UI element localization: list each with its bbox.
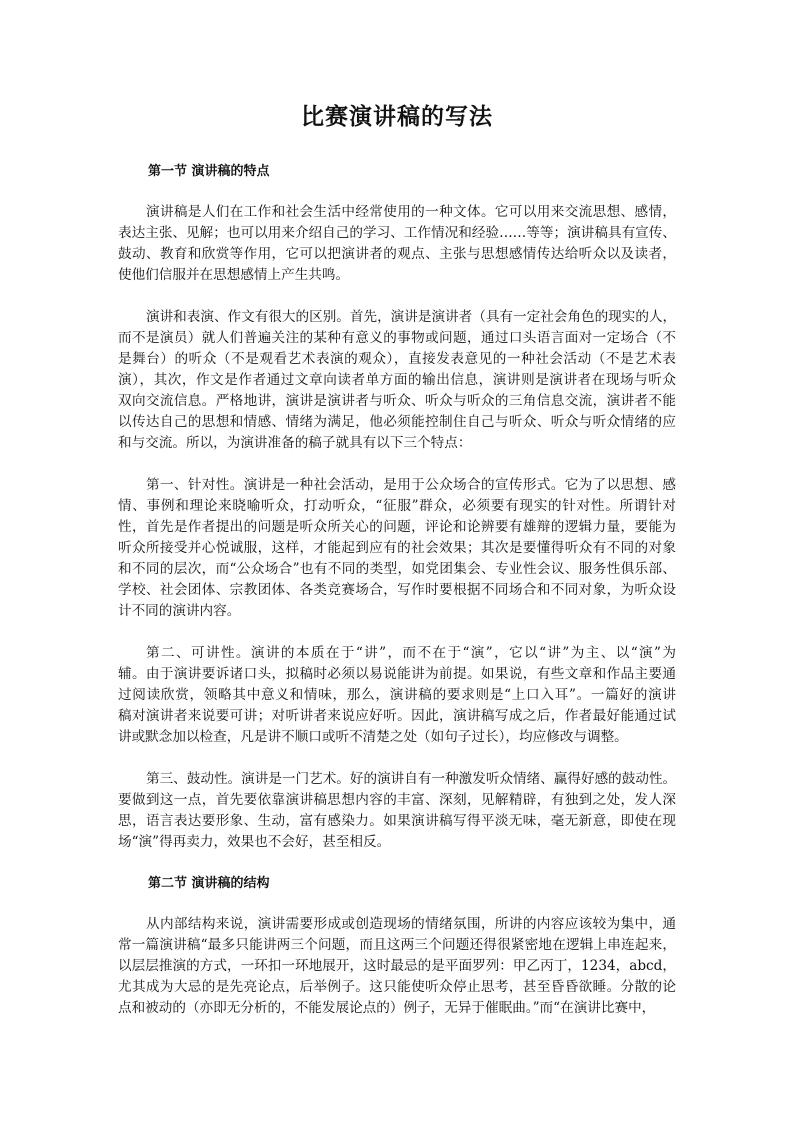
body-paragraph	[118, 475, 676, 622]
paragraph-line: 双向交流信息。严格地讲，演讲是演讲者与听众、听众与听众的三角信息交流，演讲者不能	[118, 393, 676, 409]
paragraph-line: 过阅读欣赏，领略其中意义和情味，那么，演讲稿的要求则是“上口入耳”。一篇好的演讲	[118, 687, 676, 703]
paragraph-line: 稿对演讲者来说要可讲；对听讲者来说应好听。因此，演讲稿写成之后，作者最好能通过试	[118, 708, 676, 724]
paragraph-line: 演讲和表演、作文有很大的区别。首先，演讲是演讲者（具有一定社会角色的现实的人，	[146, 309, 677, 325]
body-paragraph	[118, 914, 676, 1019]
paragraph-line: 和与交流。所以，为演讲准备的稿子就具有以下三个特点：	[118, 435, 472, 451]
paragraph-line: 讲或默念加以检查，凡是讲不顺口或听不清楚之处（如句子过长），均应修改与调整。	[118, 729, 628, 745]
section-heading: 第一节 演讲稿的特点	[148, 164, 270, 179]
paragraph-line: 要做到这一点，首先要依靠演讲稿思想内容的丰富、深刻，见解精辟，有独到之处，发人深	[118, 792, 676, 808]
paragraph-line: 听众所接受并心悦诚服，这样，才能起到应有的社会效果；其次是要懂得听众有不同的对象	[118, 540, 676, 556]
paragraph-line: 使他们信服并在思想感情上产生共鸣。	[118, 267, 350, 283]
paragraph-line: 第三、鼓动性。演讲是一门艺术。好的演讲自有一种激发听众情绪、赢得好感的鼓动性。	[146, 771, 677, 787]
paragraph-line: 表达主张、见解；也可以用来介绍自己的学习、工作情况和经验……等等；演讲稿具有宣传、	[118, 225, 676, 241]
document-body	[118, 161, 676, 1019]
paragraph-line: 计不同的演讲内容。	[118, 603, 241, 619]
paragraph-line: 演讲稿是人们在工作和社会生活中经常使用的一种文体。它可以用来交流思想、感情，	[146, 204, 676, 220]
paragraph-line: 性，首先是作者提出的问题是听众所关心的问题，评论和论辨要有雄辩的逻辑力量，要能为	[118, 519, 676, 535]
paragraph-line: 思，语言表达要形象、生动，富有感染力。如果演讲稿写得平淡无味，毫无新意，即使在现	[118, 813, 676, 829]
paragraph-line: 而不是演员）就人们普遍关注的某种有意义的事物或问题，通过口头语言面对一定场合（不	[118, 330, 676, 346]
paragraph-line: 情、事例和理论来晓喻听众，打动听众，“征服”群众，必须要有现实的针对性。所谓针对	[118, 498, 676, 514]
body-paragraph	[118, 643, 676, 748]
paragraph-line: 点和被动的（亦即无分析的，不能发展论点的）例子，无异于催眠曲。”而“在演讲比赛中，	[118, 1000, 656, 1016]
document-page	[118, 102, 676, 1019]
paragraph-line: 是舞台）的听众（不是观看艺术表演的观众），直接发表意见的一种社会活动（不是艺术表	[118, 351, 676, 367]
paragraph-line: 鼓动、教育和欣赏等作用，它可以把演讲者的观点、主张与思想感情传达给听众以及读者，	[118, 246, 676, 262]
paragraph-line: 第一、针对性。演讲是一种社会活动，是用于公众场合的宣传形式。它为了以思想、感	[146, 477, 676, 493]
document-title: 比赛演讲稿的写法	[301, 104, 493, 130]
paragraph-line: 常一篇演讲稿“最多只能讲两三个问题，而且这两三个问题还得很紧密地在逻辑上串连起来，	[118, 937, 676, 953]
paragraph-line: 辅。由于演讲要诉诸口头，拟稿时必须以易说能讲为前提。如果说，有些文章和作品主要通	[118, 666, 676, 682]
body-paragraph	[118, 307, 676, 454]
section-heading: 第二节 演讲稿的结构	[148, 876, 270, 891]
paragraph-line: 第二、可讲性。演讲的本质在于“讲”，而不在于“演”，它以“讲”为主、以“演”为	[146, 645, 676, 661]
body-paragraph	[118, 769, 676, 853]
paragraph-line: 学校、社会团体、宗教团体、各类竞赛场合，写作时要根据不同场合和不同对象，为听众设	[118, 582, 676, 598]
paragraph-line: 从内部结构来说，演讲需要形成或创造现场的情绪氛围，所讲的内容应该较为集中，通	[146, 916, 676, 932]
paragraph-line: 尤其成为大忌的是先亮论点，后举例子。这只能使听众停止思考，甚至昏昏欲睡。分散的论	[118, 979, 676, 995]
paragraph-line: 以传达自己的思想和情感、情绪为满足，他必须能控制住自己与听众、听众与听众情绪的应	[118, 414, 676, 430]
paragraph-line: 场“演”得再卖力，效果也不会好，甚至相反。	[118, 834, 391, 850]
paragraph-line: 以层层推演的方式，一环扣一环地展开，这时最忌的是平面罗列：甲乙丙丁，1234，abcd，	[118, 958, 676, 974]
paragraph-line: 和不同的层次，而“公众场合”也有不同的类型，如党团集会、专业性会议、服务性俱乐部、	[118, 561, 676, 577]
paragraph-line: 演），其次，作文是作者通过文章向读者单方面的输出信息，演讲则是演讲者在现场与听众	[118, 372, 676, 388]
body-paragraph	[118, 202, 676, 286]
